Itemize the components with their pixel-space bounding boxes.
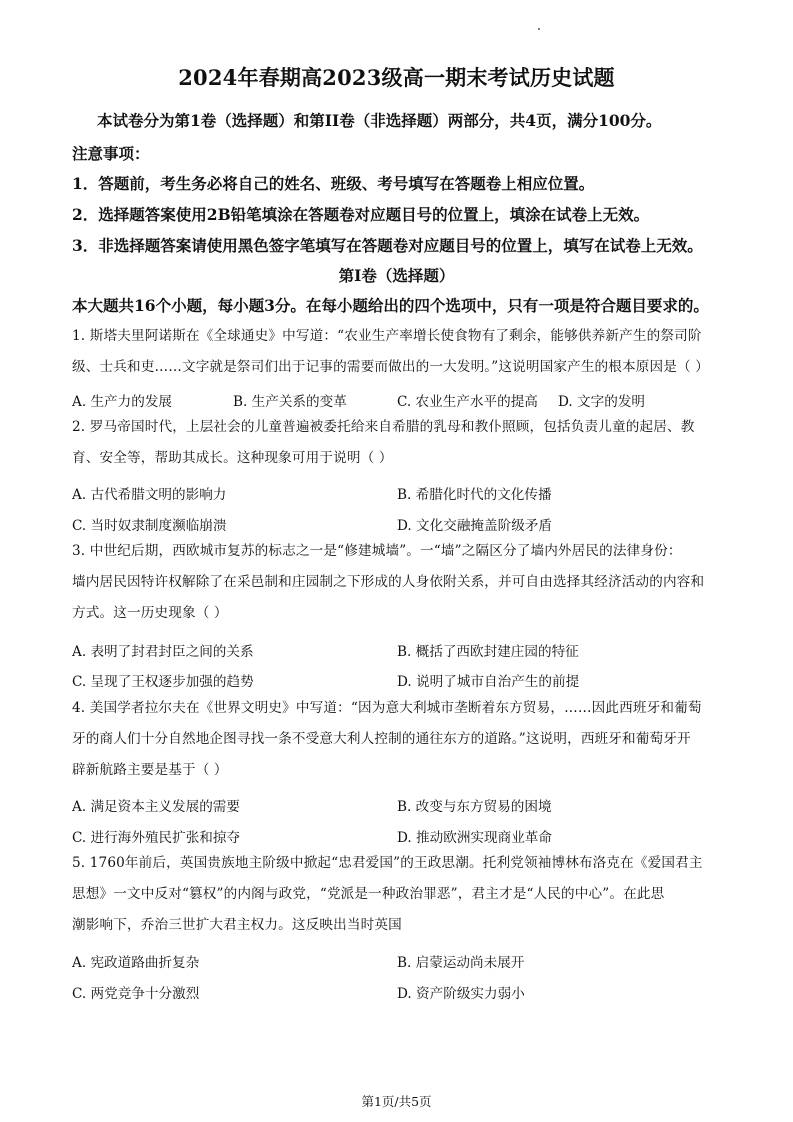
notice-heading: 注意事项： bbox=[72, 144, 150, 163]
question-line: 墙内居民因特许权解除了在采邑制和庄园制之下形成的人身依附关系，并可自由选择其经济活动的内容和 bbox=[72, 574, 705, 590]
exam-title: 2024年春期高2023级高一期末考试历史试题 bbox=[178, 65, 615, 90]
option-c[interactable]: C. 呈现了王权逐步加强的趋势 bbox=[72, 674, 254, 690]
notice-item-2: 2．选择题答案使用2B铅笔填涂在答题卷对应题目号的位置上，填涂在试卷上无效。 bbox=[72, 205, 650, 224]
question-line: 思想》一文中反对“篡权”的内阁与政党，“党派是一种政治罪恶”，君主才是“人民的中心”。在此思 bbox=[72, 886, 665, 902]
option-d[interactable]: D. 说明了城市自治产生的前提 bbox=[397, 674, 580, 690]
option-a[interactable]: A. 宪政道路曲折复杂 bbox=[72, 955, 200, 971]
option-c[interactable]: C. 进行海外殖民扩张和掠夺 bbox=[72, 830, 241, 846]
option-b[interactable]: B. 启蒙运动尚未展开 bbox=[397, 955, 525, 971]
option-d[interactable]: D. 资产阶级实力弱小 bbox=[397, 986, 525, 1002]
option-a[interactable]: A. 古代希腊文明的影响力 bbox=[72, 487, 227, 503]
option-d[interactable]: D. 推动欧洲实现商业革命 bbox=[397, 830, 552, 846]
question-line: 辟新航路主要是基于（ ） bbox=[72, 762, 228, 778]
notice-item-1: 1．答题前，考生务必将自己的姓名、班级、考号填写在答题卷上相应位置。 bbox=[72, 174, 595, 193]
option-b[interactable]: B. 概括了西欧封建庄园的特征 bbox=[397, 644, 579, 660]
option-b[interactable]: B. 希腊化时代的文化传播 bbox=[397, 487, 552, 503]
option-b[interactable]: B. 生产关系的变革 bbox=[233, 394, 347, 410]
option-c[interactable]: C. 农业生产水平的提高 bbox=[397, 394, 538, 410]
option-d[interactable]: D. 文化交融掩盖阶级矛盾 bbox=[397, 518, 552, 534]
question-line: 3. 中世纪后期，西欧城市复苏的标志之一是“修建城墙”。一“墙”之隔区分了墙内外居民的法律身份： bbox=[72, 543, 682, 559]
exam-intro: 本试卷分为第1卷（选择题）和第II卷（非选择题）两部分，共4页，满分100分。 bbox=[97, 111, 662, 130]
option-b[interactable]: B. 改变与东方贸易的困境 bbox=[397, 799, 552, 815]
question-line: 牙的商人们十分自然地企图寻找一条不受意大利人控制的通往东方的道路。”这说明，西班牙和葡萄牙开 bbox=[72, 731, 691, 747]
question-line: 育、安全等，帮助其成长。这种现象可用于说明（ ） bbox=[72, 450, 393, 466]
section-instruction: 本大题共16个小题，每小题3分。在每小题给出的四个选项中，只有一项是符合题目要求的。 bbox=[72, 296, 709, 315]
page-number: 第1页/共5页 bbox=[361, 1094, 432, 1109]
option-a[interactable]: A. 表明了封君封臣之间的关系 bbox=[72, 644, 254, 660]
question-line: 方式。这一历史现象（ ） bbox=[72, 605, 228, 621]
option-a[interactable]: A. 生产力的发展 bbox=[72, 394, 173, 410]
question-line: 1. 斯塔夫里阿诺斯在《全球通史》中写道：“农业生产率增长使食物有了剩余，能够供养新产生的祭司阶 bbox=[72, 328, 702, 344]
notice-item-3: 3．非选择题答案请使用黑色签字笔填写在答题卷对应题目号的位置上，填写在试卷上无效。 bbox=[72, 236, 703, 255]
question-line: 2. 罗马帝国时代，上层社会的儿童普遍被委托给来自希腊的乳母和教仆照顾，包括负责儿童的起居、教 bbox=[72, 419, 695, 435]
option-c[interactable]: C. 两党竞争十分激烈 bbox=[72, 986, 200, 1002]
scan-dot bbox=[538, 28, 540, 30]
section-title: 第Ⅰ卷（选择题） bbox=[338, 266, 455, 285]
question-line: 4. 美国学者拉尔夫在《世界文明史》中写道：“因为意大利城市垄断着东方贸易，……因此西班牙和葡萄 bbox=[72, 700, 702, 716]
option-a[interactable]: A. 满足资本主义发展的需要 bbox=[72, 799, 240, 815]
question-line: 级、士兵和吏……文字就是祭司们出于记事的需要而做出的一大发明。”这说明国家产生的根本原因是（ ） bbox=[72, 359, 709, 375]
question-line: 潮影响下，乔治三世扩大君主权力。这反映出当时英国 bbox=[72, 917, 402, 933]
option-c[interactable]: C. 当时奴隶制度濒临崩溃 bbox=[72, 518, 227, 534]
option-d[interactable]: D. 文字的发明 bbox=[558, 394, 646, 410]
question-line: 5. 1760年前后，英国贵族地主阶级中掀起“忠君爱国”的王政思潮。托利党领袖博林布洛克在《爱国君主 bbox=[72, 855, 703, 871]
